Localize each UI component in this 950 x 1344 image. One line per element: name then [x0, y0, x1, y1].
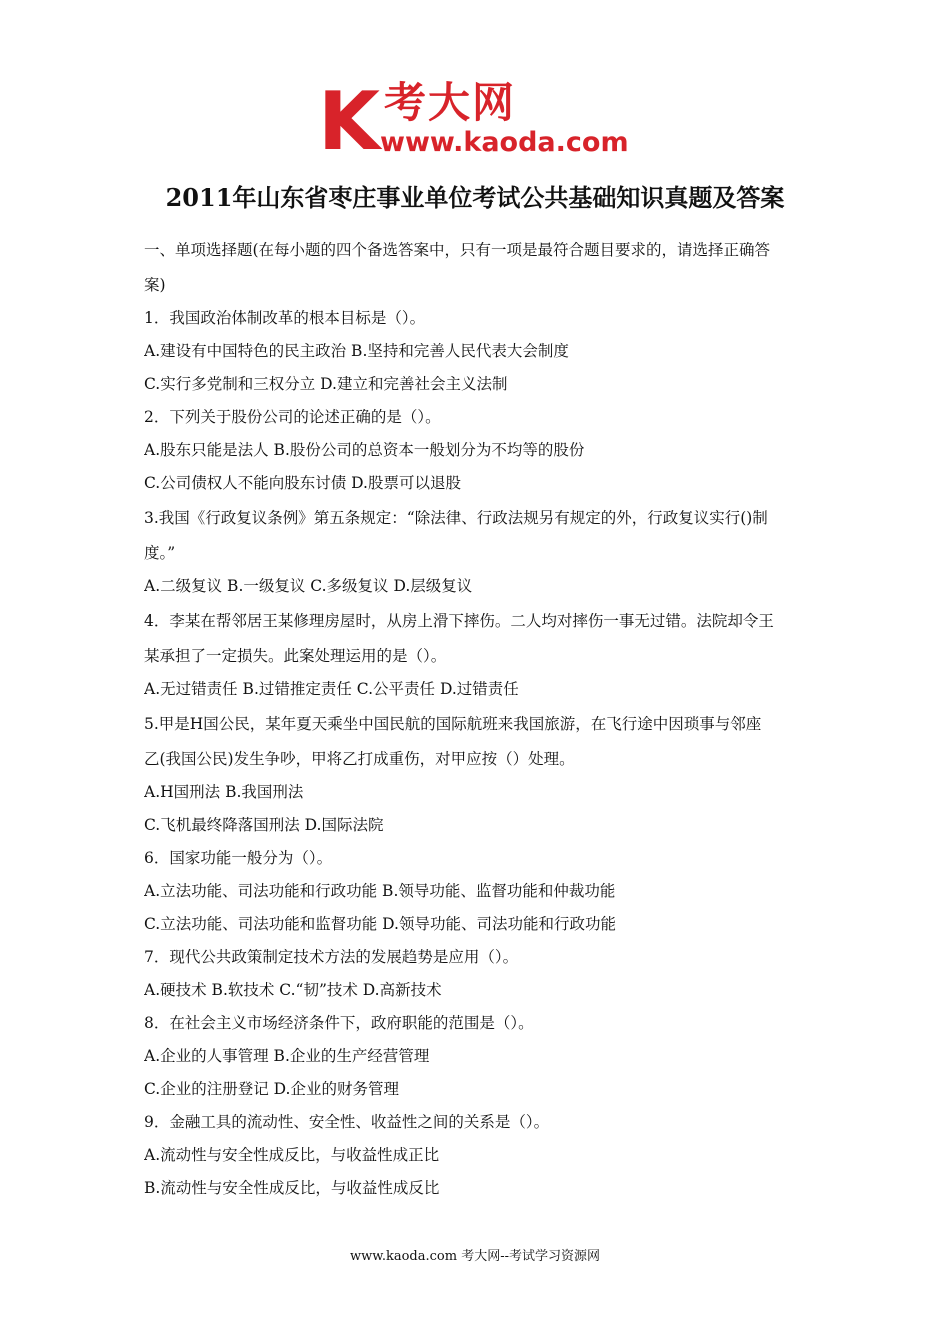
text-line: A.硬技术 B.软技术 C.“韧”技术 D.高新技术 [144, 981, 442, 999]
text-line: A.H国刑法 B.我国刑法 [144, 783, 304, 801]
text-line: C.企业的注册登记 D.企业的财务管理 [144, 1080, 399, 1098]
text-line: A.立法功能、司法功能和行政功能 B.领导功能、监督功能和仲裁功能 [144, 882, 616, 900]
question-body [144, 232, 808, 1205]
text-line: C.立法功能、司法功能和监督功能 D.领导功能、司法功能和行政功能 [144, 915, 616, 933]
text-line: 案) [144, 276, 166, 294]
text-line: 一、单项选择题(在每小题的四个备选答案中，只有一项是最符合题目要求的，请选择正确答 [144, 241, 771, 259]
text-line: 8．在社会主义市场经济条件下，政府职能的范围是（）。 [144, 1014, 534, 1032]
logo-site-name: 考大网 [384, 78, 517, 127]
text-line: A.建设有中国特色的民主政治 B.坚持和完善人民代表大会制度 [144, 342, 569, 360]
text-line: A.企业的人事管理 B.企业的生产经营管理 [144, 1047, 430, 1065]
text-line: 5.甲是H国公民，某年夏天乘坐中国民航的国际航班来我国旅游，在飞行途中因琐事与邻座 [144, 715, 762, 733]
text-line: B.流动性与安全性成反比，与收益性成反比 [144, 1179, 440, 1197]
text-line: C.飞机最终降落国刑法 D.国际法院 [144, 816, 384, 834]
text-line: A.流动性与安全性成反比，与收益性成正比 [144, 1146, 440, 1164]
text-line: 6．国家功能一般分为（）。 [144, 849, 333, 867]
kaoda-logo [318, 75, 640, 168]
text-line: 某承担了一定损失。此案处理运用的是（）。 [144, 647, 447, 665]
text-line: A.二级复议 B.一级复议 C.多级复议 D.层级复议 [144, 577, 473, 595]
text-line: 7．现代公共政策制定技术方法的发展趋势是应用（）。 [144, 948, 519, 966]
text-line: 4．李某在帮邻居王某修理房屋时，从房上滑下摔伤。二人均对摔伤一事无过错。法院却令王 [144, 612, 774, 630]
logo-url: www.kaoda.com [380, 127, 629, 158]
text-line: 1．我国政治体制改革的根本目标是（）。 [144, 309, 426, 327]
page-title: 2011年山东省枣庄事业单位考试公共基础知识真题及答案 [165, 183, 785, 212]
text-line: 9．金融工具的流动性、安全性、收益性之间的关系是（）。 [144, 1113, 550, 1131]
text-line: 乙(我国公民)发生争吵，甲将乙打成重伤，对甲应按（）处理。 [144, 750, 575, 768]
text-line: 3.我国《行政复议条例》第五条规定：“除法律、行政法规另有规定的外，行政复议实行()制 [144, 509, 768, 527]
text-line: C.实行多党制和三权分立 D.建立和完善社会主义法制 [144, 375, 508, 393]
text-line: 2．下列关于股份公司的论述正确的是（）。 [144, 408, 441, 426]
text-line: A.无过错责任 B.过错推定责任 C.公平责任 D.过错责任 [144, 680, 519, 698]
text-line: C.公司债权人不能向股东讨债 D.股票可以退股 [144, 474, 461, 492]
page-footer: www.kaoda.com 考大网--考试学习资源网 [350, 1249, 600, 1264]
text-line: A.股东只能是法人 B.股份公司的总资本一般划分为不均等的股份 [144, 441, 585, 459]
text-line: 度。” [144, 544, 176, 562]
logo-k-mark: K [318, 75, 376, 168]
